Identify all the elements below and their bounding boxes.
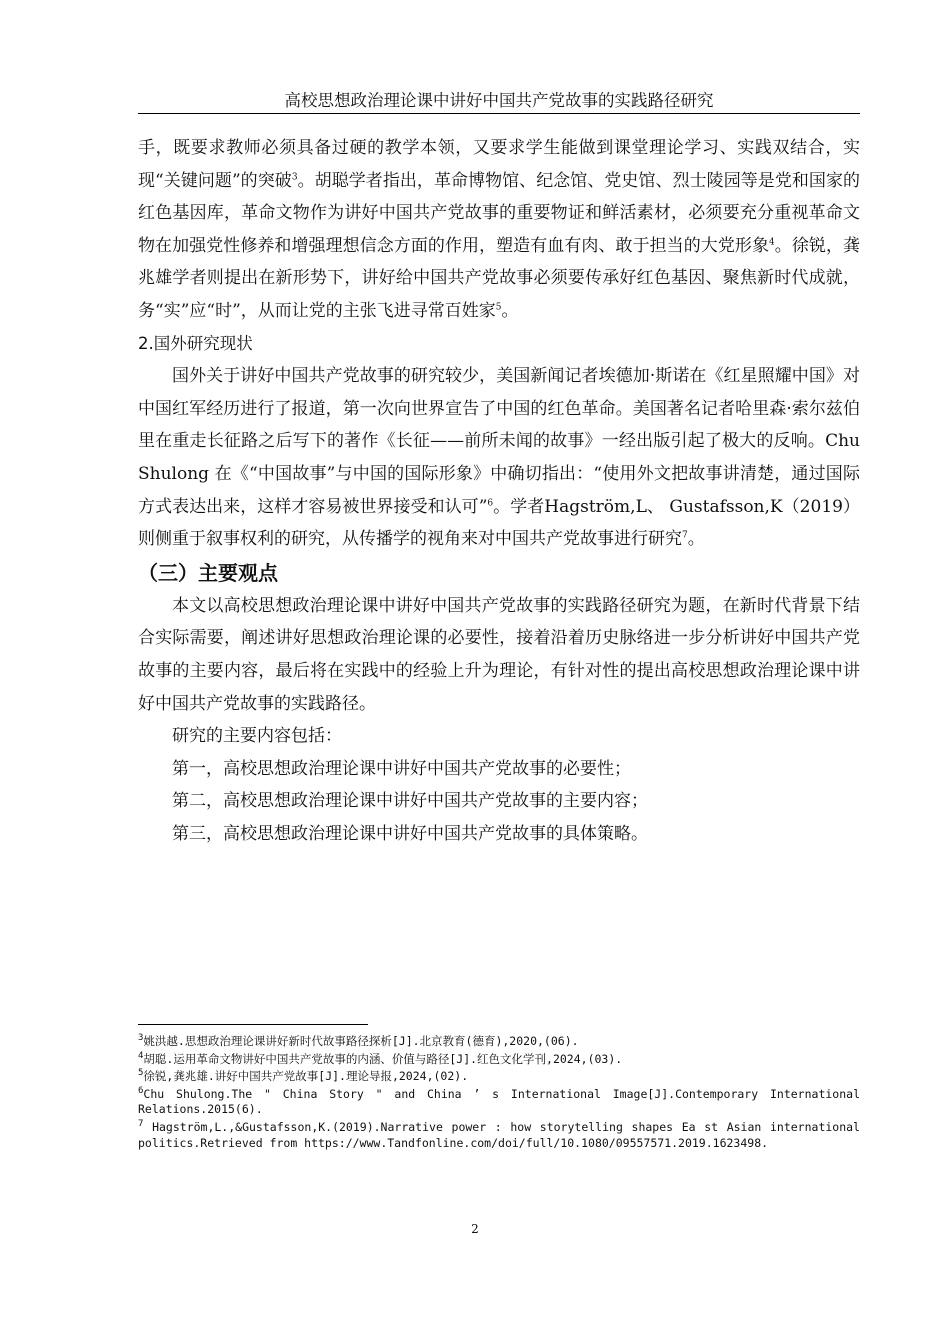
- section-heading-main-views: （三）主要观点: [138, 560, 278, 585]
- footnote-3: $^3$姚洪越.思想政治理论课讲好新时代故事路径探析[J].北京教育(德育),2020,(06).: [138, 1033, 579, 1048]
- footnote-4: $^4$胡聪.运用革命文物讲好中国共产党故事的内涵、价值与路径[J].红色文化学刊,2024,(03).: [138, 1050, 623, 1066]
- footnote-ref-6[interactable]: 6: [487, 497, 494, 508]
- footnote-separator: [138, 1024, 368, 1025]
- footnote-7: $^7$ Hagström,L.,&Gustafsson,K.(2019).Narrative power : how storytelling shapes Ea st Asian international politics.Retrieved from https://www.Tandfonline.com/doi/full/10.1080/09557571.2019.1623498.: [138, 1119, 860, 1150]
- contents-item-1: 第一，高校思想政治理论课中讲好中国共产党故事的必要性；: [172, 758, 631, 779]
- running-header: 高校思想政治理论课中讲好中国共产党故事的实践路径研究: [138, 90, 860, 114]
- paragraph-foreign-research: 国外关于讲好中国共产党故事的研究较少，美国新闻记者埃德加·斯诺在《红星照耀中国》对中国红军经历进行了报道，第一次向世界宣告了中国的红色革命。美国著名记者哈里森·索尔兹伯里在重走长征路之后写下的著作《长征——前所未闻的故事》一经出版引起了极大的反响。Chu Shulong 在《“中国故事”与中国的国际形象》中确切指出：“使用外文把故事讲清楚，通过国际方式表达出来，这样才容易被世界接受和认可”$^6$。学者Hagström,L、 Gustafsson,K（2019）则侧重于叙事权利的研究，从传播学的视角来对中国共产党故事进行研究$^7$。: [138, 366, 860, 550]
- footnote-5: $^5$徐锐,龚兆雄.讲好中国共产党故事[J].理论导报,2024,(02).: [138, 1068, 469, 1084]
- footnote-ref-7[interactable]: 7: [682, 530, 688, 541]
- footnotes: [138, 1034, 860, 1153]
- footnote-6: $^6$Chu Shulong.The " China Story " and China ’ s International Image[J].Contemporary International Relations.2015(6).: [138, 1085, 860, 1117]
- subheading-foreign-research: 2.国外研究现状: [138, 333, 253, 353]
- page-number: 2: [471, 1222, 479, 1236]
- footnote-ref-4[interactable]: 4: [769, 237, 775, 248]
- paragraph-main-views: 本文以高校思想政治理论课中讲好中国共产党故事的实践路径研究为题，在新时代背景下结合实际需要，阐述讲好思想政治理论课的必要性，接着沿着历史脉络进一步分析讲好中国共产党故事的主要内容，最后将在实践中的经验上升为理论，有针对性的提出高校思想政治理论课中讲好中国共产党故事的实践路径。: [138, 595, 860, 714]
- footnote-ref-3[interactable]: 3: [291, 171, 298, 182]
- contents-intro: 研究的主要内容包括：: [172, 726, 342, 747]
- contents-item-3: 第三，高校思想政治理论课中讲好中国共产党故事的具体策略。: [172, 823, 648, 844]
- main-body: [138, 132, 860, 850]
- footnote-ref-5[interactable]: 5: [495, 302, 502, 313]
- paragraph-domestic-continued: 手，既要求教师必须具备过硬的教学本领，又要求学生能做到课堂理论学习、实践双结合，实现“关键问题”的突破$^3$。胡聪学者指出，革命博物馆、纪念馆、党史馆、烈士陵园等是党和国家的红色基因库，革命文物作为讲好中国共产党故事的重要物证和鲜活素材，必须要充分重视革命文物在加强党性修养和增强理想信念方面的作用，塑造有血有肉、敢于担当的大党形象$^4$。徐锐，龚兆雄学者则提出在新形势下，讲好给中国共产党故事必须要传承好红色基因、聚焦新时代成就，务“实”应“时”，从而让党的主张飞进寻常百姓家$^5$。: [138, 138, 861, 321]
- contents-item-2: 第二，高校思想政治理论课中讲好中国共产党故事的主要内容；: [172, 791, 648, 812]
